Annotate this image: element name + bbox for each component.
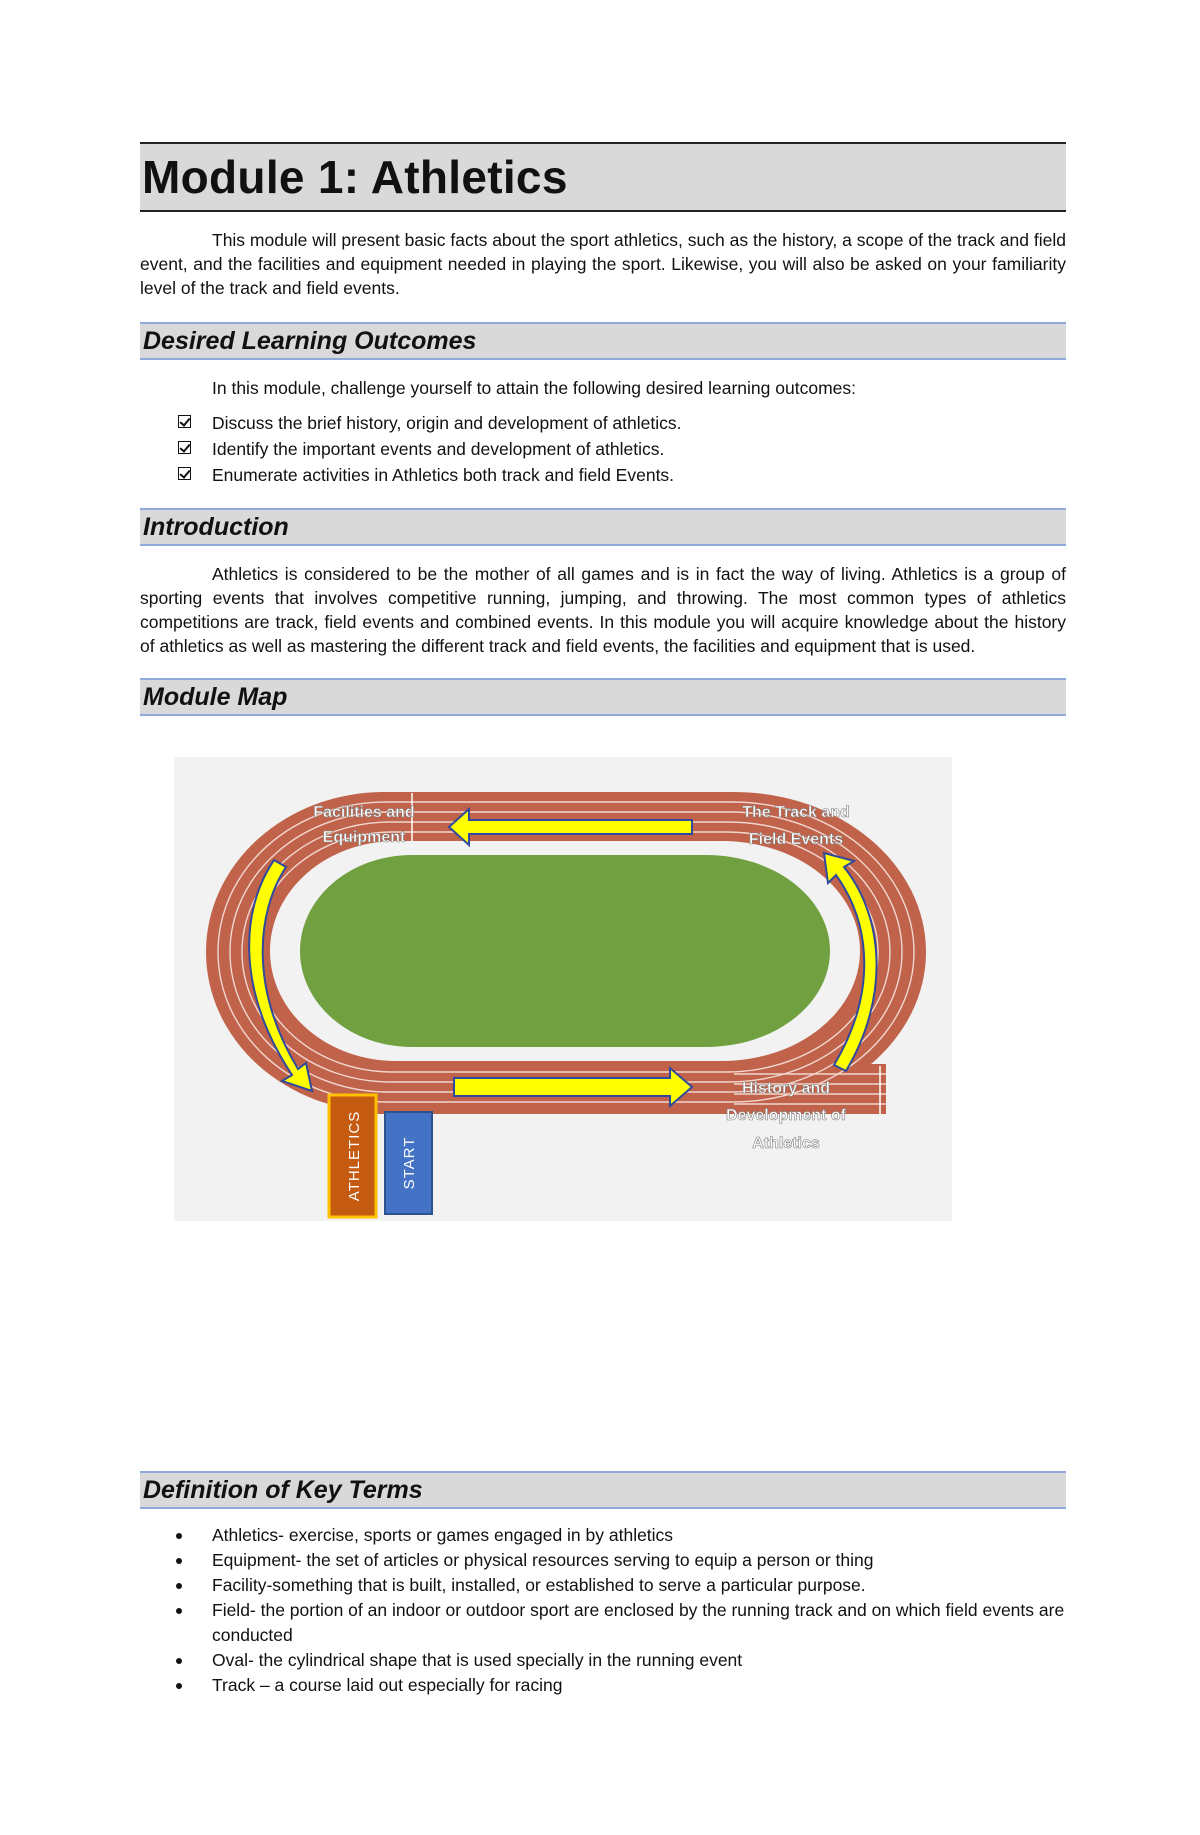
key-terms-list (140, 1523, 1066, 1698)
bullet-icon (176, 1558, 182, 1564)
module-map-heading-bar (140, 678, 1066, 716)
list-item: Identify the important events and development of athletics. (140, 436, 1066, 462)
document-page (140, 142, 1066, 1202)
page-title: Module 1: Athletics (142, 151, 568, 203)
introduction-heading: Introduction (143, 513, 289, 541)
checkbox-icon (178, 441, 191, 454)
module-map-heading: Module Map (143, 683, 288, 711)
track-field-label-1: The Track and (742, 804, 850, 821)
bullet-icon (176, 1608, 182, 1614)
title-bar (140, 142, 1066, 212)
list-item: Discuss the brief history, origin and development of athletics. (140, 410, 1066, 436)
outcomes-lead: In this module, challenge yourself to attain the following desired learning outcomes: (212, 378, 856, 398)
list-item: Oval- the cylindrical shape that is used specially in the running event (140, 1648, 1066, 1673)
list-item: Equipment- the set of articles or physical resources serving to equip a person or thing (140, 1548, 1066, 1573)
list-item: Track – a course laid out especially for racing (140, 1673, 1066, 1698)
outcomes-list (140, 410, 1066, 488)
introduction-paragraph: Athletics is considered to be the mother of all games and is in fact the way of living. Athletics is a group of sporting events that involves competitive running, jumping, and throwing. The most common types of athletics competitions are track, field events and combined events. In this module you will acquire knowledge about the history of athletics as well as mastering the different track and field events, the facilities and equipment that is used. (140, 564, 1066, 656)
bullet-icon (176, 1533, 182, 1539)
history-label-3: Athletics (752, 1135, 820, 1152)
outcomes-heading: Desired Learning Outcomes (143, 327, 477, 355)
introduction-heading-bar (140, 508, 1066, 546)
track-field-label-2: Field Events (748, 831, 844, 848)
green-field (300, 855, 830, 1047)
module-map-figure (174, 757, 952, 1221)
checkbox-icon (178, 467, 191, 480)
intro-paragraph: This module will present basic facts about the sport athletics, such as the history, a scope of the track and field event, and the facilities and equipment needed in playing the sport. Likewise, you will also be asked on your familiarity level of the track and field events. (140, 230, 1066, 298)
bullet-icon (176, 1683, 182, 1689)
list-item: Field- the portion of an indoor or outdoor sport are enclosed by the running track and on which field events are conducted (140, 1598, 1066, 1648)
bullet-icon (176, 1583, 182, 1589)
bullet-icon (176, 1658, 182, 1664)
start-label: START (401, 1136, 418, 1190)
facilities-label-1: Facilities and (313, 804, 415, 821)
history-label-2: Development of (725, 1107, 847, 1124)
list-item: Enumerate activities in Athletics both track and field Events. (140, 462, 1066, 488)
key-terms-heading-bar (140, 1471, 1066, 1509)
athletics-label: ATHLETICS (346, 1110, 363, 1202)
history-label-1: History and (741, 1080, 831, 1097)
key-terms-section (140, 1471, 1066, 1698)
list-item: Athletics- exercise, sports or games engaged in by athletics (140, 1523, 1066, 1548)
facilities-label-2: Equipment (322, 829, 406, 846)
key-terms-heading: Definition of Key Terms (143, 1476, 423, 1504)
outcomes-heading-bar (140, 322, 1066, 360)
checkbox-icon (178, 415, 191, 428)
list-item: Facility-something that is built, installed, or established to serve a particular purpose. (140, 1573, 1066, 1598)
